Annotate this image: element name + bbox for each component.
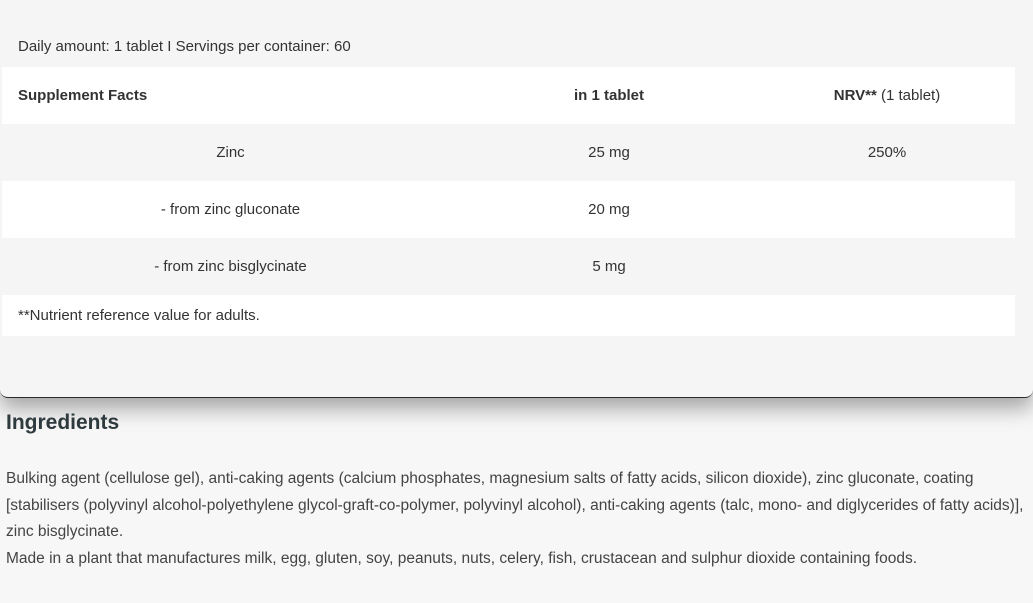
nutrient-nrv: 250%: [867, 144, 907, 161]
nutrient-amount: 25 mg: [588, 144, 630, 161]
nutrient-name: - from zinc gluconate: [160, 201, 301, 218]
daily-amount-summary: Daily amount: 1 tablet I Servings per container: 60: [18, 38, 351, 55]
nutrient-name: Zinc: [216, 144, 245, 161]
nutrient-amount: 5 mg: [592, 258, 626, 275]
allergen-note: Made in a plant that manufactures milk, egg, gluten, soy, peanuts, nuts, celery, fish, crustacean and sulphur dioxide containing foods.: [6, 549, 918, 567]
ingredients-list: Bulking agent (cellulose gel), anti-caking agents (calcium phosphates, magnesium salts of fatty acids, silicon dioxide), zinc gluconate, coating [stabilisers (polyvinyl alcohol-polyethylene glycol-graft-co-polymer, polyvinyl alcohol), anti-caking agents (talc, mono- and diglycerides of fatty acids)], zinc bisglycinate.: [6, 470, 1024, 540]
nutrient-name: - from zinc bisglycinate: [154, 258, 307, 275]
header-per-tablet: in 1 tablet: [573, 87, 644, 104]
header-supplement-facts: Supplement Facts: [18, 87, 148, 104]
table-header-row: [2, 67, 1015, 124]
header-nrv-unit: (1 tablet): [876, 87, 941, 104]
supplement-facts-table: [2, 67, 1015, 336]
nrv-footnote: **Nutrient reference value for adults.: [18, 307, 260, 324]
ingredients-section: [6, 466, 1028, 572]
table-footnote-row: [2, 295, 1015, 336]
ingredients-heading: Ingredients: [6, 411, 120, 434]
header-nrv: [759, 87, 1015, 104]
header-nrv-label: NRV**: [833, 87, 877, 104]
table-row: [2, 238, 1015, 295]
table-row: [2, 124, 1015, 181]
nutrient-amount: 20 mg: [588, 201, 630, 218]
table-row: [2, 181, 1015, 238]
